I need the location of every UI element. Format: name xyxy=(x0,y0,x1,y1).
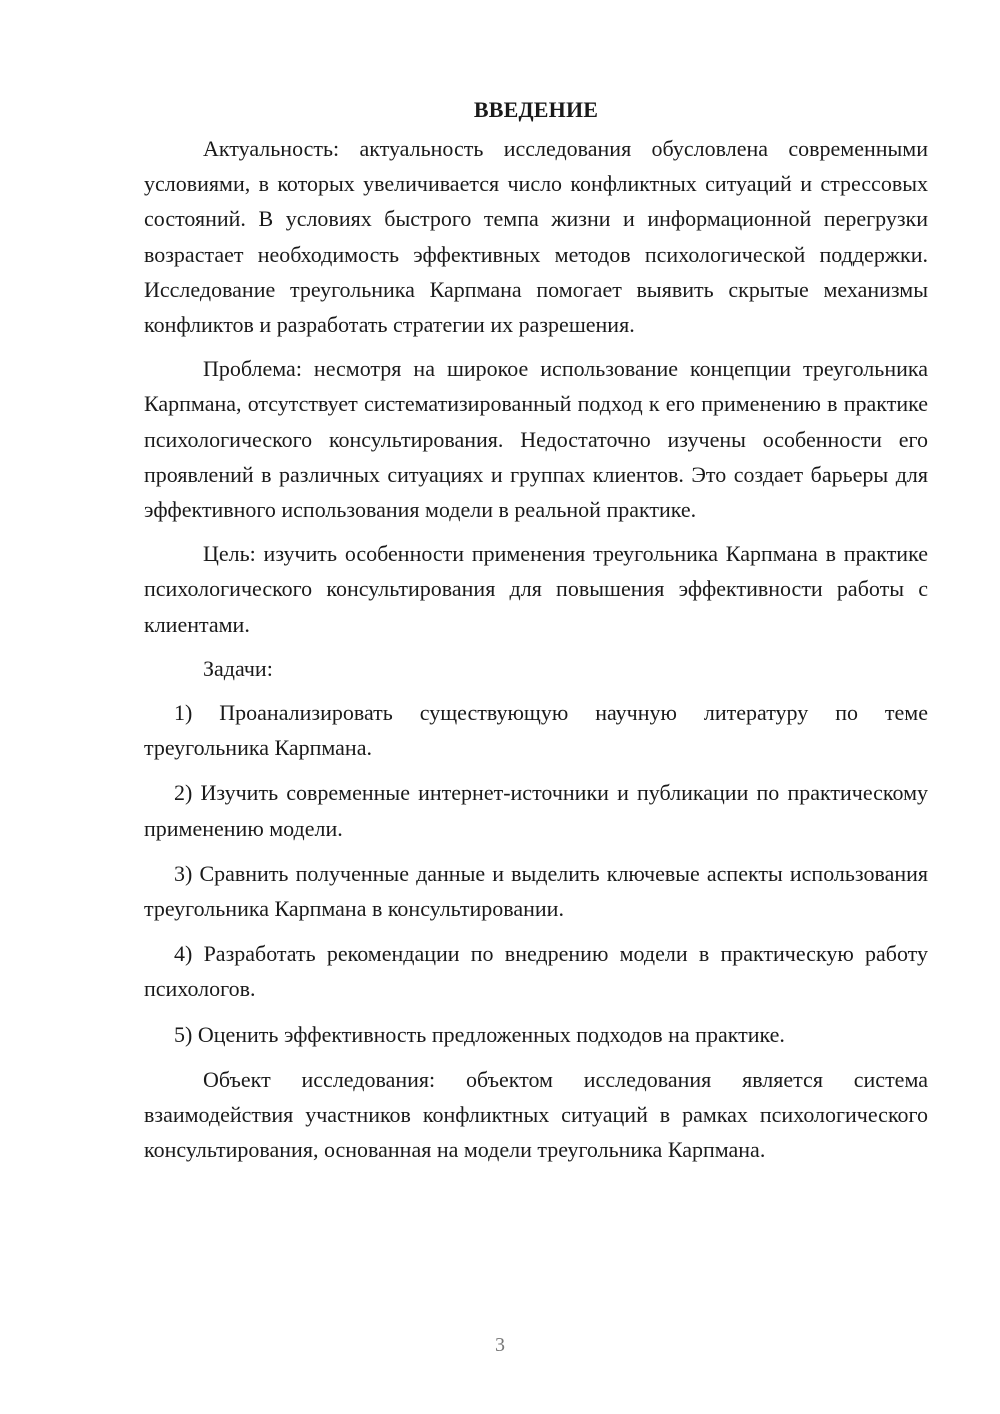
tasks-label: Задачи: xyxy=(203,655,273,681)
task-item: 2) Изучить современные интернет-источники и публикации по практическому применению модели. xyxy=(144,780,928,841)
object-paragraph: Объект исследования: объектом исследования является система взаимодействия участников конфликтных ситуаций в рамках психологического консультирования, основанная на модели треугольника Карпмана. xyxy=(144,1066,928,1163)
page-content xyxy=(144,92,928,1176)
goal-paragraph: Цель: изучить особенности применения треугольника Карпмана в практике психологического консультирования для повышения эффективности работы с клиентами. xyxy=(144,541,928,637)
problem-paragraph: Проблема: несмотря на широкое использование концепции треугольника Карпмана, отсутствует систематизированный подход к его применению в практике психологического консультирования. Недостаточно изучены особенности его проявлений в различных ситуациях и группах клиентов. Это создает барьеры для эффективного использования модели в реальной практике. xyxy=(144,356,928,523)
page-number: 3 xyxy=(495,1334,505,1356)
task-item: 5) Оценить эффективность предложенных подходов на практике. xyxy=(174,1021,785,1047)
task-item: 4) Разработать рекомендации по внедрению модели в практическую работу психологов. xyxy=(144,941,928,1002)
relevance-paragraph: Актуальность: актуальность исследования обусловлена современными условиями, в которых увеличивается число конфликтных ситуаций и стрессовых состояний. В условиях быстрого темпа жизни и информационной перегрузки возрастает необходимость эффективных методов психологической поддержки. Исследование треугольника Карпмана помогает выявить скрытые механизмы конфликтов и разработать стратегии их разрешения. xyxy=(144,136,928,338)
section-heading: ВВЕДЕНИЕ xyxy=(473,97,599,122)
task-item: 3) Сравнить полученные данные и выделить ключевые аспекты использования треугольника Карпмана в консультировании. xyxy=(144,860,928,922)
task-item: 1) Проанализировать существующую научную литературу по теме треугольника Карпмана. xyxy=(144,700,928,761)
